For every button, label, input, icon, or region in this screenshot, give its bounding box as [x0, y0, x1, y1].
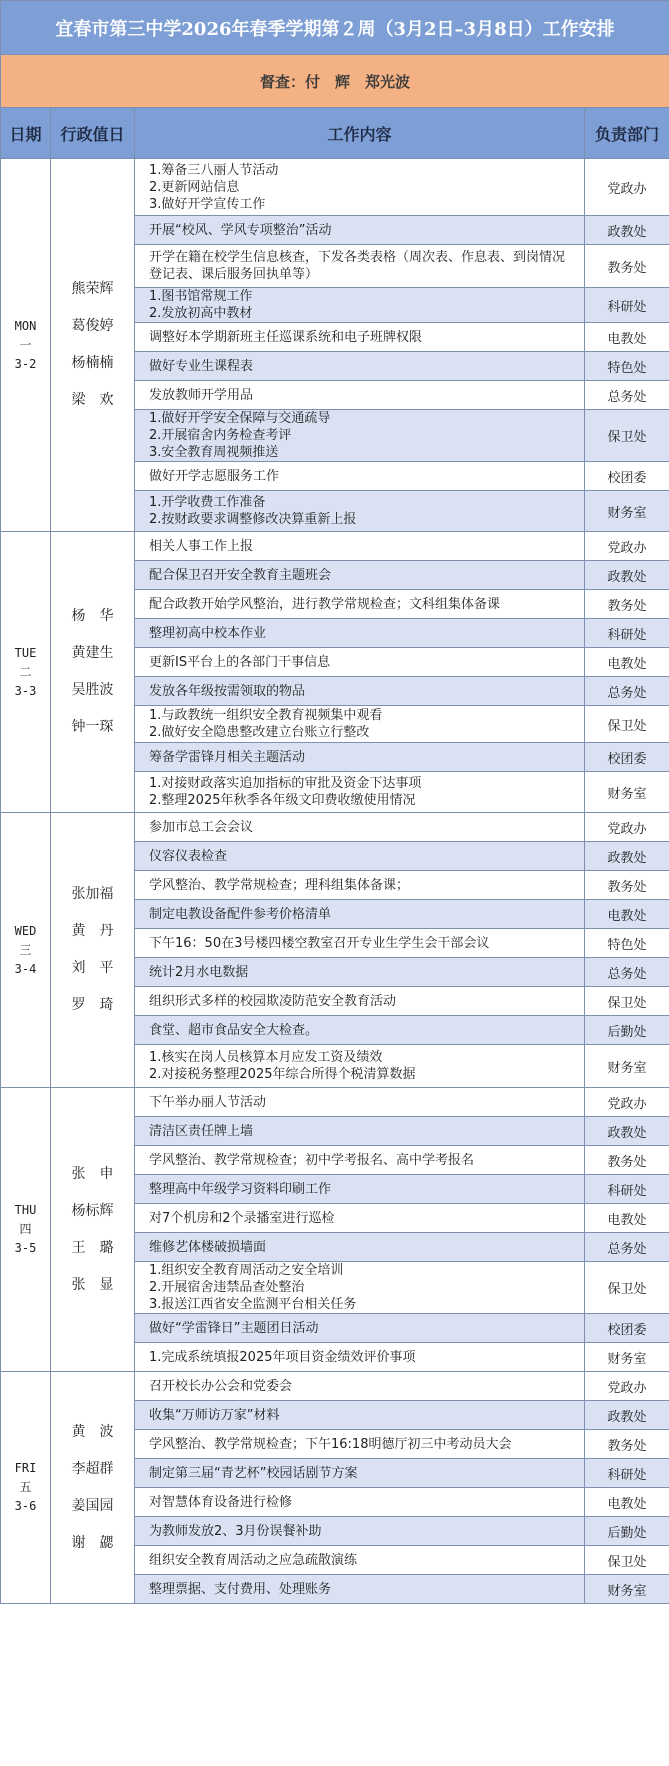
task-department: 党政办	[585, 813, 669, 842]
task-content: 收集“万师访万家”材料	[135, 1401, 585, 1430]
task-department: 校团委	[585, 462, 669, 491]
task-content: 参加市总工会会议	[135, 813, 585, 842]
day-english: TUE	[14, 645, 37, 660]
duty-staff-cell	[51, 159, 135, 532]
duty-staff-name: 杨标辉	[71, 1202, 114, 1219]
task-department: 财务室	[585, 1575, 669, 1604]
task-content: 1.与政教统一组织安全教育视频集中观看 2.做好安全隐患整改建立台账立行整改	[135, 706, 585, 743]
day-cell	[1, 1372, 51, 1604]
day-chinese: 二	[19, 664, 32, 679]
task-content: 1.筹备三八丽人节活动 2.更新网站信息 3.做好开学宣传工作	[135, 159, 585, 216]
task-content: 清洁区责任牌上墙	[135, 1117, 585, 1146]
staff-column-header: 行政值日	[51, 108, 135, 159]
day-date: 3-4	[14, 961, 37, 976]
day-chinese: 一	[19, 337, 32, 352]
task-content: 下午16：50在3号楼四楼空教室召开专业生学生会干部会议	[135, 929, 585, 958]
task-row	[1, 159, 669, 216]
task-content: 1.对接财政落实追加指标的审批及资金下达事项 2.整理2025年秋季各年级文印费收缴使用情况	[135, 772, 585, 813]
task-department: 特色处	[585, 352, 669, 381]
task-content: 做好专业生课程表	[135, 352, 585, 381]
day-date: 3-5	[14, 1241, 37, 1255]
task-content: 配合政教开始学风整治，进行教学常规检查；文科组集体备课	[135, 590, 585, 619]
task-department: 电教处	[585, 1488, 669, 1517]
task-content: 对7个机房和2个录播室进行巡检	[135, 1204, 585, 1233]
duty-staff-name: 罗 琦	[71, 997, 114, 1013]
task-department: 党政办	[585, 1088, 669, 1117]
task-department: 电教处	[585, 900, 669, 929]
duty-staff-cell	[51, 1088, 135, 1372]
task-department: 总务处	[585, 958, 669, 987]
task-department: 教务处	[585, 871, 669, 900]
task-content: 筹备学雷锋月相关主题活动	[135, 743, 585, 772]
task-department: 科研处	[585, 1175, 669, 1204]
task-department: 电教处	[585, 1204, 669, 1233]
task-department: 后勤处	[585, 1517, 669, 1546]
task-content: 发放各年级按需领取的物品	[135, 677, 585, 706]
page-title: 宜春市第三中学2026年春季学期第２周（3月2日–3月8日）工作安排	[1, 1, 669, 55]
schedule-body	[1, 159, 669, 1604]
day-date: 3-6	[14, 1499, 37, 1513]
duty-staff-name: 熊荣辉	[71, 281, 114, 297]
task-row	[1, 532, 669, 561]
task-content: 开展“校风、学风专项整治”活动	[135, 216, 585, 245]
day-cell	[1, 1088, 51, 1372]
task-department: 政教处	[585, 1117, 669, 1146]
task-row	[1, 1088, 669, 1117]
duty-staff-cell	[51, 532, 135, 813]
day-english: FRI	[14, 1461, 37, 1475]
task-content: 学风整治、教学常规检查；初中学考报名、高中学考报名	[135, 1146, 585, 1175]
task-department: 保卫处	[585, 987, 669, 1016]
task-content: 整理高中年级学习资料印刷工作	[135, 1175, 585, 1204]
day-date: 3-2	[14, 356, 37, 371]
day-chinese: 五	[19, 1480, 32, 1494]
task-department: 保卫处	[585, 410, 669, 462]
task-content: 1.做好开学安全保障与交通疏导 2.开展宿舍内务检查考评 3.安全教育周视频推送	[135, 410, 585, 462]
task-row	[1, 813, 669, 842]
duty-staff-name: 张加福	[71, 886, 114, 902]
task-content: 1.组织安全教育周活动之安全培训 2.开展宿舍违禁品查处整治 3.报送江西省安全监测平台相关任务	[135, 1262, 585, 1314]
task-department: 科研处	[585, 1459, 669, 1488]
day-cell	[1, 159, 51, 532]
task-content: 学风整治、教学常规检查；理科组集体备课；	[135, 871, 585, 900]
day-english: THU	[14, 1203, 37, 1217]
duty-staff-name: 葛俊婷	[71, 318, 114, 334]
task-department: 教务处	[585, 1430, 669, 1459]
day-cell	[1, 532, 51, 813]
duty-staff-name: 黄 丹	[71, 923, 114, 939]
day-chinese: 三	[19, 942, 32, 957]
task-department: 财务室	[585, 772, 669, 813]
task-department: 党政办	[585, 532, 669, 561]
task-department: 总务处	[585, 381, 669, 410]
task-department: 科研处	[585, 288, 669, 323]
duty-staff-name: 张 申	[71, 1165, 114, 1182]
duty-staff-cell	[51, 813, 135, 1088]
task-department: 总务处	[585, 1233, 669, 1262]
day-chinese: 四	[19, 1222, 32, 1236]
day-date: 3-3	[14, 683, 37, 698]
supervisor-banner: 督查：付 辉 郑光波	[1, 55, 669, 108]
content-column-header: 工作内容	[135, 108, 585, 159]
task-department: 政教处	[585, 561, 669, 590]
task-department: 保卫处	[585, 1546, 669, 1575]
task-content: 整理初高中校本作业	[135, 619, 585, 648]
duty-staff-name: 黄 波	[71, 1423, 114, 1440]
task-content: 开学在籍在校学生信息核查，下发各类表格（周次表、作息表、到岗情况登记表、课后服务回执单等）	[135, 245, 585, 288]
duty-staff-name: 刘 平	[71, 960, 114, 976]
task-content: 1.开学收费工作准备 2.按财政要求调整修改决算重新上报	[135, 491, 585, 532]
task-content: 食堂、超市食品安全大检查。	[135, 1016, 585, 1045]
task-department: 后勤处	[585, 1016, 669, 1045]
task-content: 下午举办丽人节活动	[135, 1088, 585, 1117]
task-content: 维修艺体楼破损墙面	[135, 1233, 585, 1262]
duty-staff-name: 王 璐	[71, 1239, 114, 1256]
task-content: 做好开学志愿服务工作	[135, 462, 585, 491]
task-department: 政教处	[585, 216, 669, 245]
duty-staff-name: 姜国园	[71, 1497, 114, 1514]
task-content: 1.完成系统填报2025年项目资金绩效评价事项	[135, 1343, 585, 1372]
duty-staff-name: 钟一琛	[71, 719, 114, 735]
task-department: 财务室	[585, 1343, 669, 1372]
task-department: 电教处	[585, 323, 669, 352]
task-department: 政教处	[585, 1401, 669, 1430]
task-content: 发放教师开学用品	[135, 381, 585, 410]
task-content: 1.图书馆常规工作 2.发放初高中教材	[135, 288, 585, 323]
task-department: 特色处	[585, 929, 669, 958]
duty-staff-name: 杨 华	[71, 608, 114, 624]
task-content: 调整好本学期新班主任巡课系统和电子班牌权限	[135, 323, 585, 352]
dept-column-header: 负责部门	[585, 108, 669, 159]
task-department: 教务处	[585, 590, 669, 619]
task-content: 统计2月水电数据	[135, 958, 585, 987]
task-content: 更新IS平台上的各部门干事信息	[135, 648, 585, 677]
task-department: 电教处	[585, 648, 669, 677]
task-content: 配合保卫召开安全教育主题班会	[135, 561, 585, 590]
task-content: 组织安全教育周活动之应急疏散演练	[135, 1546, 585, 1575]
duty-staff-cell	[51, 1372, 135, 1604]
task-department: 教务处	[585, 245, 669, 288]
task-row	[1, 1372, 669, 1401]
task-content: 整理票据、支付费用、处理账务	[135, 1575, 585, 1604]
duty-staff-name: 吴胜波	[71, 682, 114, 698]
task-content: 学风整治、教学常规检查；下午16:18明德厅初三中考动员大会	[135, 1430, 585, 1459]
task-department: 党政办	[585, 159, 669, 216]
duty-staff-name: 黄建生	[71, 645, 114, 661]
task-content: 组织形式多样的校园欺凌防范安全教育活动	[135, 987, 585, 1016]
task-department: 校团委	[585, 1314, 669, 1343]
day-english: WED	[14, 923, 37, 938]
task-content: 召开校长办公会和党委会	[135, 1372, 585, 1401]
duty-staff-name: 杨楠楠	[71, 355, 114, 371]
duty-staff-name: 梁 欢	[71, 392, 114, 408]
task-content: 仪容仪表检查	[135, 842, 585, 871]
duty-staff-name: 张 显	[71, 1276, 114, 1293]
task-department: 保卫处	[585, 1262, 669, 1314]
task-department: 财务室	[585, 1045, 669, 1088]
task-department: 党政办	[585, 1372, 669, 1401]
task-department: 总务处	[585, 677, 669, 706]
task-content: 相关人事工作上报	[135, 532, 585, 561]
task-content: 1.核实在岗人员核算本月应发工资及绩效 2.对接税务整理2025年综合所得个税清算数据	[135, 1045, 585, 1088]
task-department: 财务室	[585, 491, 669, 532]
task-content: 制定电教设备配件参考价格清单	[135, 900, 585, 929]
task-department: 保卫处	[585, 706, 669, 743]
task-department: 校团委	[585, 743, 669, 772]
task-content: 制定第三届“青艺杯”校园话剧节方案	[135, 1459, 585, 1488]
day-english: MON	[14, 318, 37, 333]
date-column-header: 日期	[1, 108, 51, 159]
task-content: 做好“学雷锋日”主题团日活动	[135, 1314, 585, 1343]
day-cell	[1, 813, 51, 1088]
duty-staff-name: 李超群	[71, 1460, 114, 1477]
task-content: 对智慧体育设备进行检修	[135, 1488, 585, 1517]
task-department: 政教处	[585, 842, 669, 871]
task-content: 为教师发放2、3月份误餐补助	[135, 1517, 585, 1546]
task-department: 科研处	[585, 619, 669, 648]
duty-staff-name: 谢 勰	[71, 1534, 114, 1551]
task-department: 教务处	[585, 1146, 669, 1175]
